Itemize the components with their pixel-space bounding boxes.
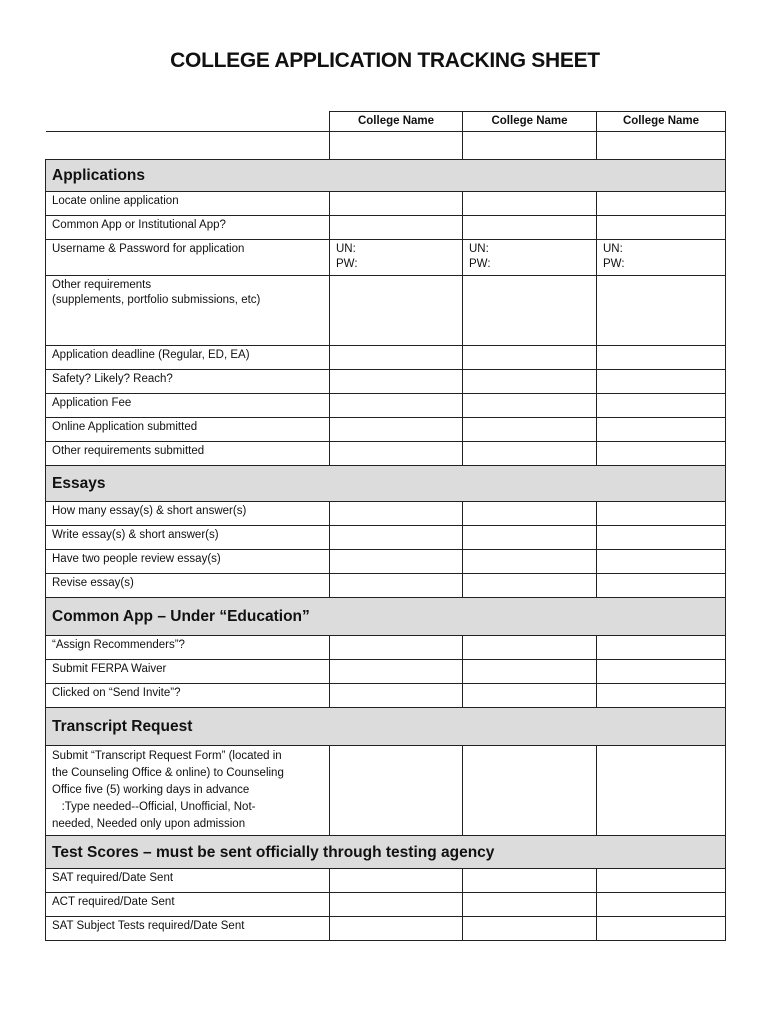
entry-cell[interactable]	[330, 550, 463, 574]
credentials-cell-2[interactable]	[463, 240, 597, 276]
table-row	[46, 346, 726, 370]
row-label: Common App or Institutional App?	[46, 216, 330, 240]
entry-cell[interactable]	[597, 442, 726, 466]
table-row	[46, 660, 726, 684]
section-heading: Test Scores – must be sent officially through testing agency	[46, 836, 726, 869]
entry-cell[interactable]	[597, 574, 726, 598]
section-test-scores	[46, 836, 726, 869]
entry-cell[interactable]	[597, 869, 726, 893]
row-label: Online Application submitted	[46, 418, 330, 442]
row-label	[46, 746, 330, 836]
table-row	[46, 893, 726, 917]
section-applications	[46, 160, 726, 192]
row-label-line: :Type needed--Official, Unofficial, Not-	[52, 801, 256, 813]
entry-cell[interactable]	[463, 684, 597, 708]
table-row	[46, 526, 726, 550]
table-row	[46, 550, 726, 574]
college-name-header-1: College Name	[330, 112, 463, 132]
entry-cell[interactable]	[330, 192, 463, 216]
entry-cell[interactable]	[463, 370, 597, 394]
entry-cell[interactable]	[330, 684, 463, 708]
table-row	[46, 370, 726, 394]
table-row	[46, 418, 726, 442]
entry-cell[interactable]	[330, 636, 463, 660]
table-row	[46, 276, 726, 346]
tracking-table	[45, 111, 726, 941]
row-label: Application deadline (Regular, ED, EA)	[46, 346, 330, 370]
college-header-row	[46, 112, 726, 132]
table-row	[46, 746, 726, 836]
entry-cell[interactable]	[597, 893, 726, 917]
entry-cell[interactable]	[330, 418, 463, 442]
entry-cell[interactable]	[330, 276, 463, 346]
username-label: UN:	[469, 243, 489, 255]
entry-cell[interactable]	[463, 917, 597, 941]
section-heading: Common App – Under “Education”	[46, 598, 726, 636]
table-row	[46, 684, 726, 708]
section-essays	[46, 466, 726, 502]
table-row	[46, 502, 726, 526]
entry-cell[interactable]	[463, 394, 597, 418]
entry-cell[interactable]	[330, 917, 463, 941]
section-heading: Essays	[46, 466, 726, 502]
table-row	[46, 442, 726, 466]
entry-cell[interactable]	[463, 418, 597, 442]
entry-cell[interactable]	[463, 869, 597, 893]
password-label: PW:	[469, 258, 491, 270]
section-heading: Transcript Request	[46, 708, 726, 746]
row-label: SAT Subject Tests required/Date Sent	[46, 917, 330, 941]
row-label: Clicked on “Send Invite”?	[46, 684, 330, 708]
row-label: Submit FERPA Waiver	[46, 660, 330, 684]
entry-cell[interactable]	[597, 502, 726, 526]
entry-cell[interactable]	[330, 370, 463, 394]
entry-cell[interactable]	[330, 746, 463, 836]
entry-cell[interactable]	[330, 869, 463, 893]
credentials-cell-3[interactable]	[597, 240, 726, 276]
blank-corner	[46, 132, 330, 160]
row-label: Write essay(s) & short answer(s)	[46, 526, 330, 550]
entry-cell[interactable]	[330, 346, 463, 370]
college-name-cell-2[interactable]	[463, 132, 597, 160]
row-label: Have two people review essay(s)	[46, 550, 330, 574]
entry-cell[interactable]	[463, 216, 597, 240]
row-label: Safety? Likely? Reach?	[46, 370, 330, 394]
entry-cell[interactable]	[463, 276, 597, 346]
table-row	[46, 917, 726, 941]
entry-cell[interactable]	[597, 418, 726, 442]
college-name-cell-1[interactable]	[330, 132, 463, 160]
entry-cell[interactable]	[597, 917, 726, 941]
username-label: UN:	[336, 243, 356, 255]
row-label: SAT required/Date Sent	[46, 869, 330, 893]
entry-cell[interactable]	[597, 394, 726, 418]
password-label: PW:	[336, 258, 358, 270]
college-name-cell-3[interactable]	[597, 132, 726, 160]
page-title: COLLEGE APPLICATION TRACKING SHEET	[170, 49, 600, 72]
entry-cell[interactable]	[597, 684, 726, 708]
row-label: Locate online application	[46, 192, 330, 216]
entry-cell[interactable]	[463, 636, 597, 660]
table-row	[46, 240, 726, 276]
row-label: Other requirements submitted	[46, 442, 330, 466]
table-row	[46, 636, 726, 660]
row-label: ACT required/Date Sent	[46, 893, 330, 917]
row-label-line: needed, Needed only upon admission	[52, 818, 246, 830]
section-transcript-request	[46, 708, 726, 746]
college-name-header-3: College Name	[597, 112, 726, 132]
entry-cell[interactable]	[463, 346, 597, 370]
entry-cell[interactable]	[463, 550, 597, 574]
row-label-line: (supplements, portfolio submissions, etc)	[52, 294, 261, 306]
entry-cell[interactable]	[330, 442, 463, 466]
row-label-line: the Counseling Office & online) to Counseling	[52, 767, 284, 779]
credentials-cell-1[interactable]	[330, 240, 463, 276]
entry-cell[interactable]	[597, 660, 726, 684]
entry-cell[interactable]	[463, 574, 597, 598]
entry-cell[interactable]	[463, 660, 597, 684]
entry-cell[interactable]	[597, 276, 726, 346]
entry-cell[interactable]	[463, 442, 597, 466]
table-row	[46, 394, 726, 418]
entry-cell[interactable]	[330, 502, 463, 526]
entry-cell[interactable]	[463, 192, 597, 216]
entry-cell[interactable]	[330, 394, 463, 418]
row-label: Username & Password for application	[46, 240, 330, 276]
entry-cell[interactable]	[597, 746, 726, 836]
entry-cell[interactable]	[463, 526, 597, 550]
entry-cell[interactable]	[330, 574, 463, 598]
entry-cell[interactable]	[330, 216, 463, 240]
table-row	[46, 216, 726, 240]
college-name-entry-row	[46, 132, 726, 160]
entry-cell[interactable]	[330, 526, 463, 550]
college-name-header-2: College Name	[463, 112, 597, 132]
entry-cell[interactable]	[597, 550, 726, 574]
entry-cell[interactable]	[597, 526, 726, 550]
entry-cell[interactable]	[463, 502, 597, 526]
password-label: PW:	[603, 258, 625, 270]
entry-cell[interactable]	[597, 370, 726, 394]
row-label: How many essay(s) & short answer(s)	[46, 502, 330, 526]
entry-cell[interactable]	[597, 216, 726, 240]
entry-cell[interactable]	[463, 746, 597, 836]
section-common-app	[46, 598, 726, 636]
row-label: “Assign Recommenders”?	[46, 636, 330, 660]
username-label: UN:	[603, 243, 623, 255]
row-label	[46, 276, 330, 346]
row-label-line: Other requirements	[52, 279, 152, 291]
entry-cell[interactable]	[597, 346, 726, 370]
row-label-line: Submit “Transcript Request Form” (located in	[52, 750, 282, 762]
section-heading: Applications	[46, 160, 726, 192]
table-row	[46, 574, 726, 598]
entry-cell[interactable]	[330, 660, 463, 684]
entry-cell[interactable]	[597, 192, 726, 216]
row-label: Revise essay(s)	[46, 574, 330, 598]
entry-cell[interactable]	[330, 893, 463, 917]
table-row	[46, 869, 726, 893]
blank-corner	[46, 112, 330, 132]
entry-cell[interactable]	[597, 636, 726, 660]
entry-cell[interactable]	[463, 893, 597, 917]
row-label-line: Office five (5) working days in advance	[52, 784, 250, 796]
table-row	[46, 192, 726, 216]
row-label: Application Fee	[46, 394, 330, 418]
